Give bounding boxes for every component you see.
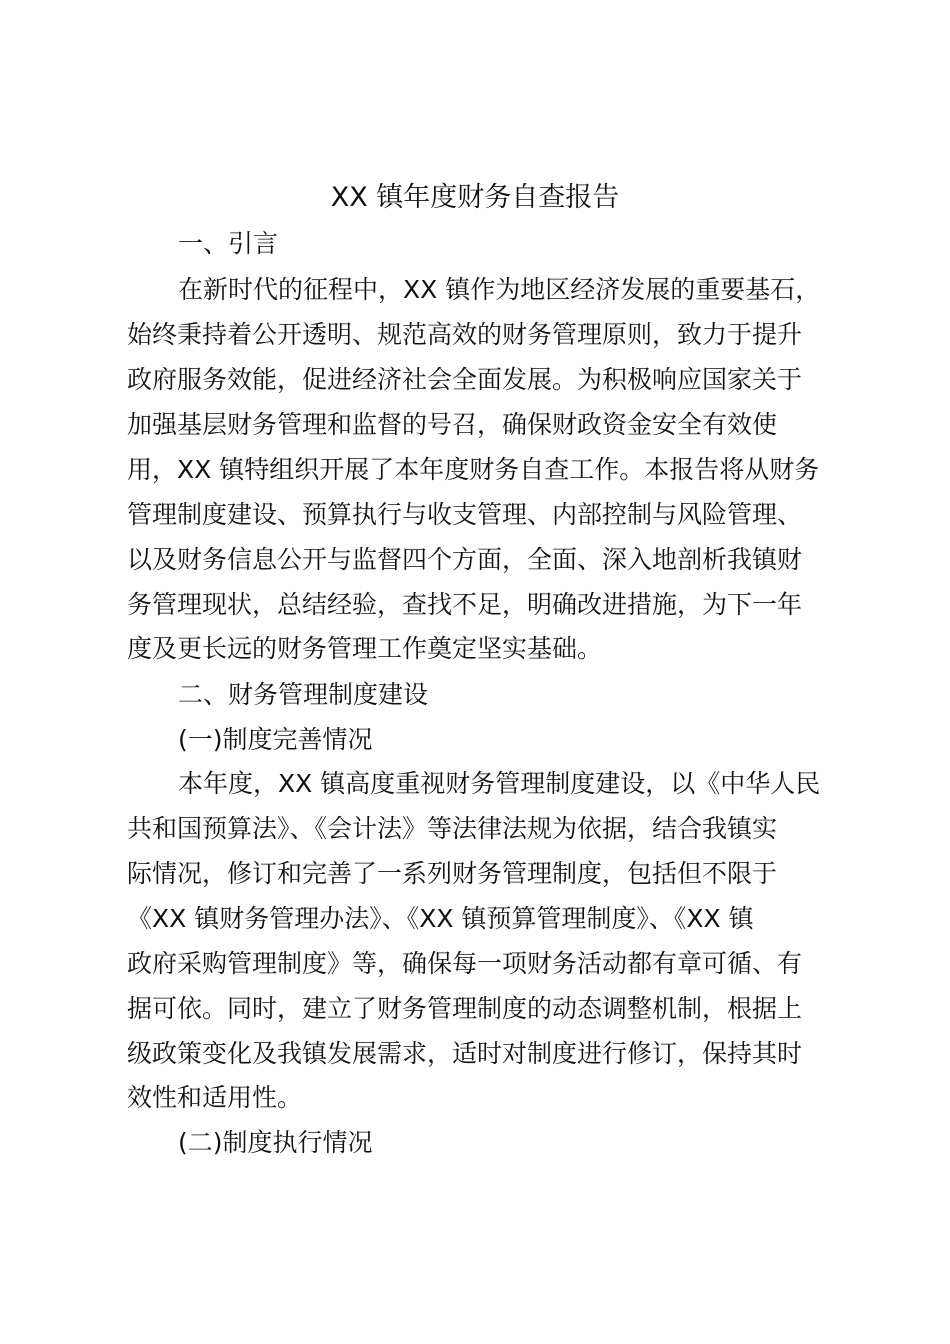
paragraph-line: 始终秉持着公开透明、规范高效的财务管理原则，致力于提升 (127, 320, 803, 349)
section-heading-system-construction: 二、财务管理制度建设 (178, 680, 429, 709)
section-heading-introduction: 一、引言 (178, 229, 279, 258)
subsection-heading-system-improvement: (一)制度完善情况 (178, 725, 373, 754)
paragraph-line: 以及财务信息公开与监督四个方面，全面、深入地剖析我镇财 (127, 545, 803, 574)
subsection-heading-system-execution: (二)制度执行情况 (178, 1128, 373, 1157)
paragraph-line: 度及更长远的财务管理工作奠定坚实基础。 (127, 634, 603, 663)
paragraph-line: 在新时代的征程中，XX 镇作为地区经济发展的重要基石， (178, 275, 821, 304)
paragraph-line: 级政策变化及我镇发展需求，适时对制度进行修订，保持其时 (127, 1039, 803, 1068)
paragraph-line: 加强基层财务管理和监督的号召，确保财政资金安全有效使 (127, 410, 778, 439)
paragraph-line: 用，XX 镇特组织开展了本年度财务自查工作。本报告将从财务 (127, 455, 820, 484)
paragraph-line: 管理制度建设、预算执行与收支管理、内部控制与风险管理、 (127, 500, 803, 529)
paragraph-line: 效性和适用性。 (127, 1083, 303, 1112)
paragraph-line: 政府服务效能，促进经济社会全面发展。为积极响应国家关于 (127, 365, 803, 394)
document-title: XX 镇年度财务自查报告 (330, 182, 620, 213)
paragraph-line: 据可依。同时，建立了财务管理制度的动态调整机制，根据上 (127, 994, 803, 1023)
paragraph-line: 《XX 镇财务管理办法》、《XX 镇预算管理制度》、《XX 镇 (127, 904, 754, 933)
paragraph-line: 共和国预算法》、《会计法》等法律法规为依据，结合我镇实 (127, 814, 778, 843)
paragraph-line: 本年度，XX 镇高度重视财务管理制度建设，以《中华人民 (178, 769, 821, 798)
paragraph-line: 务管理现状，总结经验，查找不足，明确改进措施，为下一年 (127, 590, 803, 619)
paragraph-line: 政府采购管理制度》等，确保每一项财务活动都有章可循、有 (127, 949, 803, 978)
paragraph-line: 际情况，修订和完善了一系列财务管理制度，包括但不限于 (127, 859, 778, 888)
